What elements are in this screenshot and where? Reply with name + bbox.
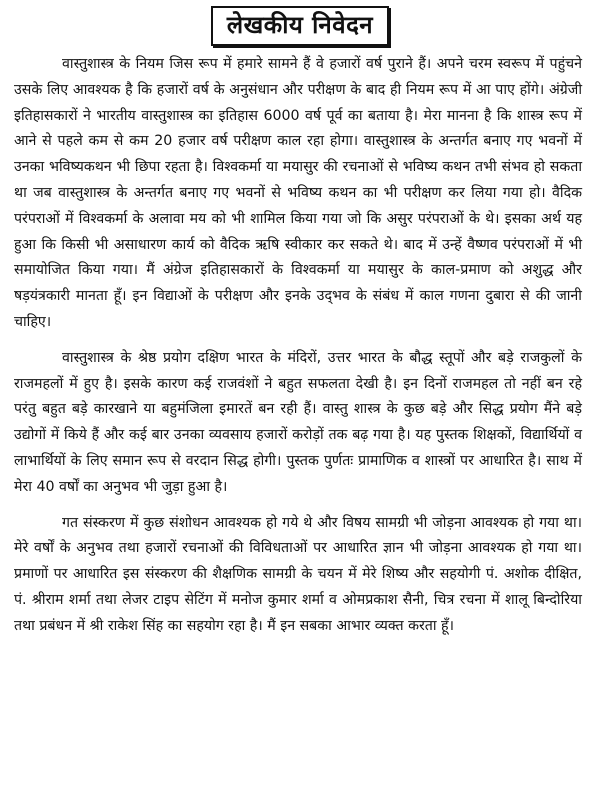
body-text <box>14 52 582 640</box>
page-title: लेखकीय निवेदन <box>211 6 389 46</box>
title-wrap <box>0 6 600 46</box>
paragraph-1: वास्तुशास्त्र के नियम जिस रूप में हमारे सामने हैं वे हजारों वर्ष पुराने हैं। अपने चरम स्वरूप में पहुंचने उसके लिए आवश्यक है कि हजारों वर्ष के अनुसंधान और परीक्षण के बाद ही नियम रूप में आ पाए होंगे। अंग्रेजी इतिहासकारों ने भारतीय वास्तुशास्त्र का इतिहास 6000 वर्ष पूर्व का बताया है। मेरा मानना है कि शास्त्र रूप में आने से पहले कम से कम 20 हजार वर्ष परीक्षण काल रहा होगा। वास्तुशास्त्र के अन्तर्गत बनाए गए भवनों में उनका भविष्यकथन भी छिपा रहता है। विश्वकर्मा या मयासुर की रचनाओं से भविष्य कथन तभी संभव हो सकता था जब वास्तुशास्त्र के अन्तर्गत बनाए गए भवनों से भविष्य कथन का भी परीक्षण कर लिया गया हो। वैदिक परंपराओं में विश्वकर्मा के अलावा मय को भी शामिल किया गया जो कि असुर परंपराओं के थे। इसका अर्थ यह हुआ कि किसी भी असाधारण कार्य को वैदिक ऋषि स्वीकार कर सकते थे। बाद में उन्हें वैष्णव परंपराओं में भी समायोजित किया गया। मैं अंग्रेज इतिहासकारों के विश्वकर्मा या मयासुर के काल-प्रमाण को अशुद्ध और षड़यंत्रकारी मानता हूँ। इन विद्याओं के परीक्षण और इनके उद्‌भव के संबंध में काल गणना दुबारा से की जानी चाहिए। <box>14 56 582 330</box>
paragraph-3: गत संस्करण में कुछ संशोधन आवश्यक हो गये थे और विषय सामग्री भी जोड़ना आवश्यक हो गया था। मेरे वर्षों के अनुभव तथा हजारों रचनाओं की विविधताओं पर आधारित ज्ञान भी जोड़ना आवश्यक हो गया था। प्रमाणों पर आधारित इस संस्करण की शैक्षणिक सामग्री के चयन में मेरे शिष्य और सहयोगी पं. अशोक दीक्षित, पं. श्रीराम शर्मा तथा लेजर टाइप सेटिंग में मनोज कुमार शर्मा व ओमप्रकाश सैनी, चित्र रचना में शालू बिन्दोरिया तथा प्रबंधन में श्री राकेश सिंह का सहयोग रहा है। मैं इन सबका आभार व्यक्त करता हूँ। <box>14 514 582 634</box>
paragraph-2: वास्तुशास्त्र के श्रेष्ठ प्रयोग दक्षिण भारत के मंदिरों, उत्तर भारत के बौद्ध स्तूपों और बड़े राजकुलों के राजमहलों में हुए है। इसके कारण कई राजवंशों ने बहुत सफलता देखी है। इन दिनों राजमहल तो नहीं बन रहे परंतु बहुत बड़े कारखाने या बहुमंजिला इमारतें बन रही हैं। वास्तु शास्त्र के कुछ बड़े और सिद्ध प्रयोग मैंने बड़े उद्योगों में किये हैं और कई बार उनका व्यवसाय हजारों करोड़ों तक बढ़ गया है। यह पुस्तक शिक्षकों, विद्यार्थियों व लाभार्थियों के लिए समान रूप से वरदान सिद्ध होगी। पुस्तक पुर्णतः प्रामाणिक व शास्त्रों पर आधारित है। साथ में मेरा 40 वर्षों का अनुभव भी जुड़ा हुआ है। <box>14 349 582 495</box>
